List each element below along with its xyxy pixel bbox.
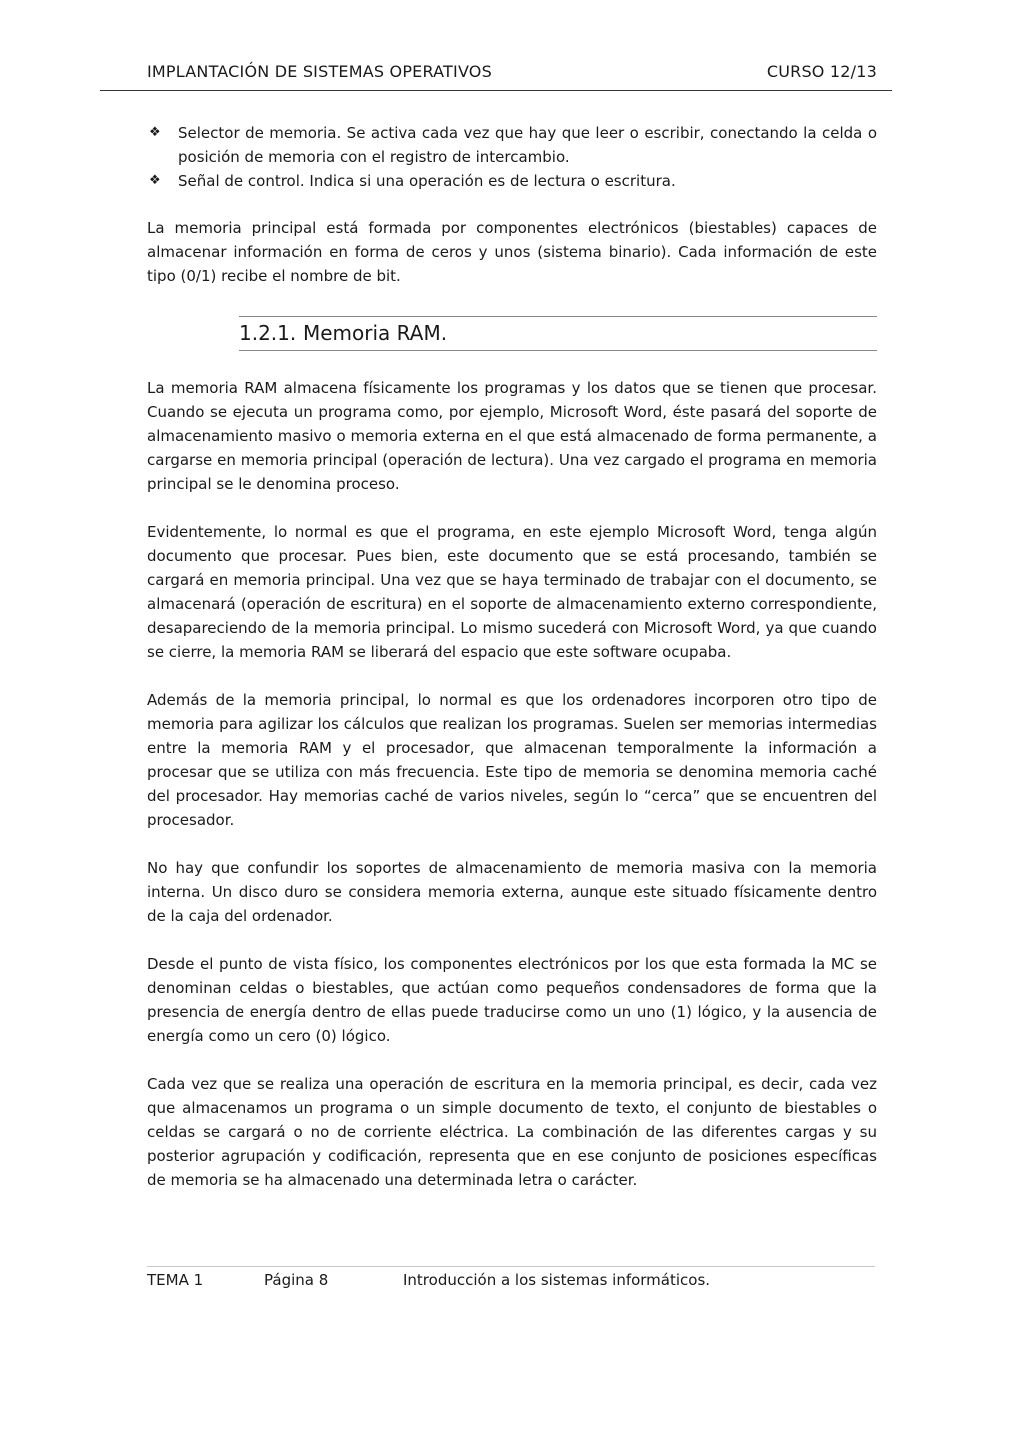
list-item-text: Selector de memoria. Se activa cada vez que hay que leer o escribir, conectando la celda o posición de memoria con el registro de intercambio. bbox=[178, 124, 877, 166]
list-item bbox=[147, 121, 877, 169]
list-item-text: Señal de control. Indica si una operación es de lectura o escritura. bbox=[178, 172, 676, 190]
body-paragraph: La memoria RAM almacena físicamente los programas y los datos que se tienen que procesar. Cuando se ejecuta un programa como, por ejemplo, Microsoft Word, éste pasará del soporte de almacenamiento masivo o memoria externa en el que está almacenado de forma permanente, a cargarse en memoria principal (operación de lectura). Una vez cargado el programa en memoria principal se le denomina proceso. bbox=[147, 379, 877, 493]
page-content bbox=[147, 121, 877, 1192]
body-paragraph: Cada vez que se realiza una operación de escritura en la memoria principal, es decir, cada vez que almacenamos un programa o un simple documento de texto, el conjunto de biestables o celdas se cargará o no de corriente eléctrica. La combinación de las diferentes cargas y su posterior agrupación y codificación, representa que en ese conjunto de posiciones específicas de memoria se ha almacenado una determinada letra o carácter. bbox=[147, 1075, 877, 1189]
section-number: 1.2.1. bbox=[239, 321, 297, 345]
body-paragraph: Además de la memoria principal, lo normal es que los ordenadores incorporen otro tipo de memoria para agilizar los cálculos que realizan los programas. Suelen ser memorias intermedias entre la memoria RAM y el procesador, que almacenan temporalmente la información a procesar que se utiliza con más frecuencia. Este tipo de memoria se denomina memoria caché del procesador. Hay memorias caché de varios niveles, según lo “cerca” que se encuentren del procesador. bbox=[147, 691, 877, 829]
section-heading bbox=[147, 312, 877, 352]
page-footer bbox=[147, 1271, 877, 1293]
body-paragraph: Evidentemente, lo normal es que el programa, en este ejemplo Microsoft Word, tenga algún documento que procesar. Pues bien, este documento que se está procesando, también se cargará en memoria principal. Una vez que se haya terminado de trabajar con el documento, se almacenará (operación de escritura) en el soporte de almacenamiento externo correspondiente, desapareciendo de la memoria principal. Lo mismo sucederá con Microsoft Word, ya que cuando se cierre, la memoria RAM se liberará del espacio que este software ocupaba. bbox=[147, 523, 877, 661]
footer-topic: TEMA 1 bbox=[147, 1271, 204, 1289]
section-body bbox=[147, 376, 877, 1192]
body-paragraph: Desde el punto de vista físico, los componentes electrónicos por los que esta formada la MC se denominan celdas o biestables, que actúan como pequeños condensadores de forma que la presencia de energía dentro de ellas puede traducirse como un uno (1) lógico, y la ausencia de energía como un cero (0) lógico. bbox=[147, 955, 877, 1045]
footer-page-number: Página 8 bbox=[264, 1271, 329, 1289]
section-title bbox=[239, 320, 447, 346]
footer-divider bbox=[147, 1266, 875, 1267]
diamond-bullet-icon: ❖ bbox=[149, 125, 161, 140]
footer-title: Introducción a los sistemas informáticos. bbox=[403, 1271, 711, 1289]
list-item bbox=[147, 169, 877, 193]
bullet-list bbox=[147, 121, 877, 193]
body-paragraph: No hay que confundir los soportes de almacenamiento de memoria masiva con la memoria interna. Un disco duro se considera memoria externa, aunque este situado físicamente dentro de la caja del ordenador. bbox=[147, 859, 877, 925]
header-course: CURSO 12/13 bbox=[766, 62, 877, 81]
section-title-text: Memoria RAM. bbox=[303, 321, 448, 345]
page-header bbox=[147, 62, 877, 88]
header-divider bbox=[100, 90, 892, 91]
intro-paragraph: La memoria principal está formada por componentes electrónicos (biestables) capaces de almacenar información en forma de ceros y unos (sistema binario). Cada información de este tipo (0/1) recibe el nombre de bit. bbox=[147, 219, 877, 285]
section-rule-bottom bbox=[239, 350, 877, 351]
section-rule-top bbox=[239, 316, 877, 317]
header-subject: IMPLANTACIÓN DE SISTEMAS OPERATIVOS bbox=[147, 62, 492, 81]
diamond-bullet-icon: ❖ bbox=[149, 173, 161, 188]
